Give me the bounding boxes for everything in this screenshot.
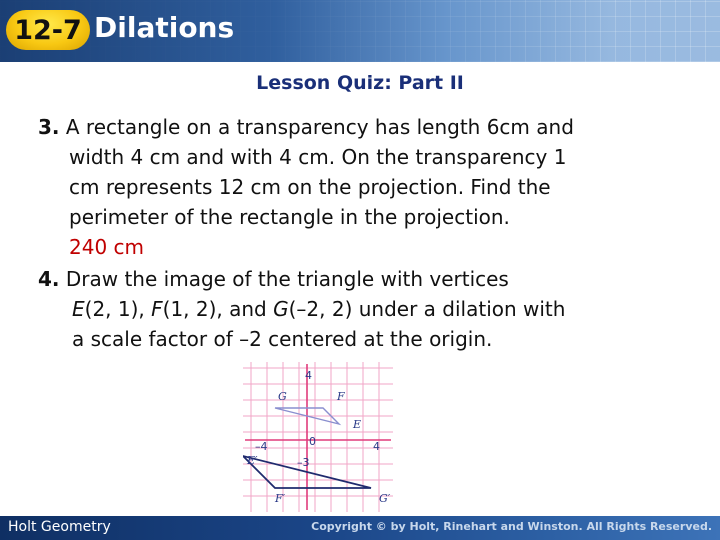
point-label-f: F	[337, 390, 345, 403]
problem-3-line-1	[38, 112, 574, 142]
footer-book-title: Holt Geometry	[8, 519, 111, 535]
tick-label-y-bottom: –3	[297, 456, 310, 469]
title-bar	[0, 0, 720, 62]
slide-subtitle: Lesson Quiz: Part II	[256, 72, 464, 94]
vertex-f-coord: (1, 2), and	[162, 297, 274, 321]
point-label-f-prime: F′	[275, 492, 286, 505]
problem-4-line-2	[72, 294, 565, 324]
vertex-e-coord: (2, 1),	[84, 297, 152, 321]
vertex-g-coord: (–2, 2) under a dilation with	[288, 297, 566, 321]
problem-3-text-1: A rectangle on a transparency has length 6cm and	[65, 115, 574, 139]
problem-4-text-3: a scale factor of –2 centered at the origin.	[72, 327, 493, 351]
lesson-number-badge: 12-7	[6, 10, 90, 50]
vertex-e-name: E	[72, 297, 85, 321]
problem-3-number: 3.	[38, 115, 60, 139]
point-label-g-prime: G′	[379, 492, 391, 505]
vertex-g-name: G	[273, 297, 289, 321]
dilation-graph	[243, 362, 393, 512]
footer-bar	[0, 516, 720, 540]
problem-4-text-1: Draw the image of the triangle with vertices	[65, 267, 509, 291]
problem-3-text-2: width 4 cm and with 4 cm. On the transparency 1	[69, 145, 567, 169]
problem-3-answer: 240 cm	[69, 235, 145, 259]
problem-4-line-1	[38, 264, 509, 294]
tick-label-y-top: 4	[305, 369, 312, 382]
point-label-e: E	[353, 418, 362, 431]
problem-4-number: 4.	[38, 267, 60, 291]
point-label-e-prime: E′	[247, 454, 258, 467]
tick-label-origin: 0	[309, 435, 316, 448]
footer-copyright: Copyright © by Holt, Rinehart and Winston. All Rights Reserved.	[311, 520, 712, 533]
vertex-f-name: F	[151, 297, 163, 321]
point-label-g: G	[278, 390, 287, 403]
tick-label-x-left: –4	[255, 440, 268, 453]
problem-3-text-4: perimeter of the rectangle in the projection.	[69, 205, 510, 229]
problem-3-text-3: cm represents 12 cm on the projection. Find the	[69, 175, 551, 199]
lesson-title: Dilations	[94, 11, 235, 44]
tick-label-x-right: 4	[373, 440, 380, 453]
